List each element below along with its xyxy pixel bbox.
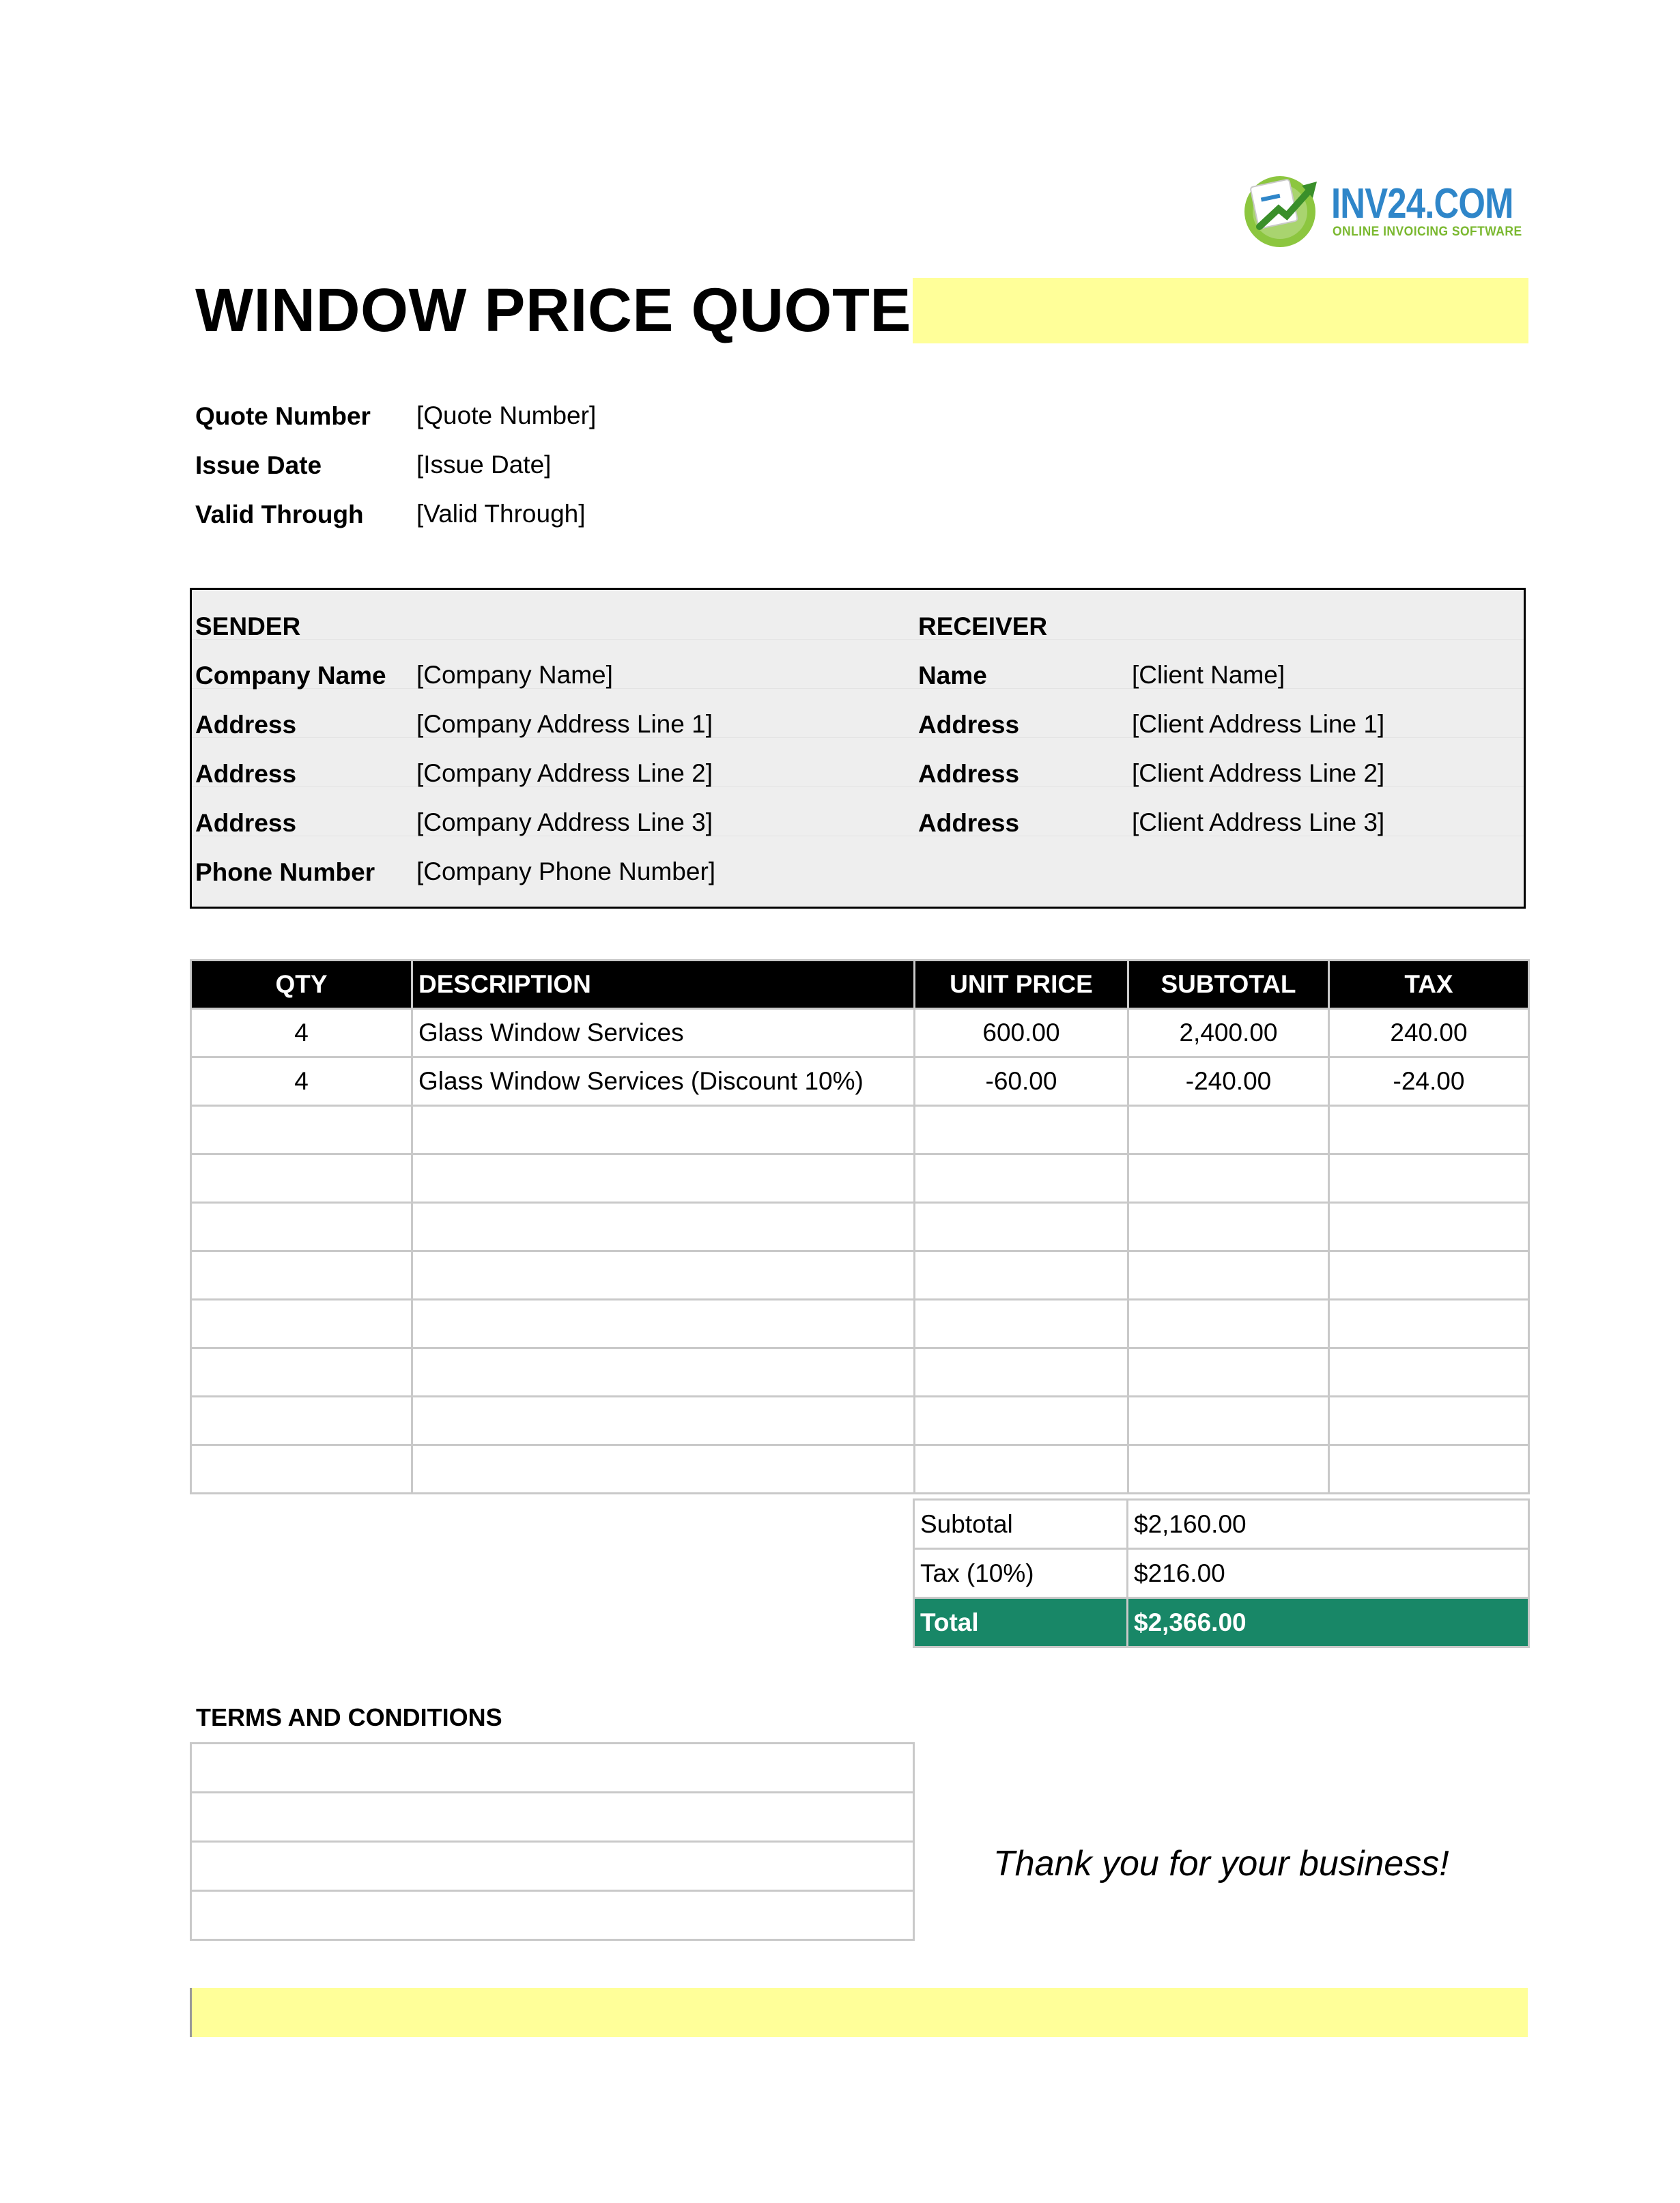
subtotal-cell (1128, 1106, 1329, 1154)
table-row (191, 1300, 1529, 1348)
qty-cell (191, 1445, 412, 1494)
description-cell (412, 1348, 915, 1397)
description-cell (412, 1397, 915, 1445)
terms-row (191, 1793, 914, 1842)
line-items-table (190, 959, 1530, 1494)
sender-value: [Company Address Line 1] (416, 710, 713, 738)
subtotal-header: SUBTOTAL (1128, 961, 1329, 1009)
table-row (191, 1348, 1529, 1397)
qty-cell (191, 1154, 412, 1203)
table-row (191, 1154, 1529, 1203)
tax-value: $216.00 (1128, 1549, 1529, 1598)
tax-row (914, 1549, 1529, 1598)
sender-value: [Company Address Line 2] (416, 759, 713, 787)
terms-cell (191, 1842, 914, 1891)
unit-price-cell (915, 1106, 1128, 1154)
subtotal-cell (1128, 1348, 1329, 1397)
description-cell: Glass Window Services (412, 1009, 915, 1057)
tax-label: Tax (10%) (914, 1549, 1128, 1598)
tax-cell (1329, 1445, 1529, 1494)
total-value: $2,366.00 (1128, 1598, 1529, 1647)
table-row (191, 1203, 1529, 1251)
qty-cell (191, 1300, 412, 1348)
terms-table (190, 1742, 915, 1941)
issue-date-value: [Issue Date] (416, 451, 552, 479)
sender-label: Address (195, 711, 297, 739)
valid-through-label: Valid Through (195, 500, 364, 528)
terms-cell (191, 1744, 914, 1793)
subtotal-cell (1128, 1251, 1329, 1300)
table-row (191, 1106, 1529, 1154)
sender-value: [Company Name] (416, 661, 613, 689)
receiver-heading: RECEIVER (918, 612, 1048, 640)
tax-cell (1329, 1154, 1529, 1203)
total-label: Total (914, 1598, 1128, 1647)
tax-cell: -24.00 (1329, 1057, 1529, 1106)
subtotal-label: Subtotal (914, 1500, 1128, 1549)
description-cell (412, 1106, 915, 1154)
terms-row (191, 1842, 914, 1891)
unit-price-cell: -60.00 (915, 1057, 1128, 1106)
unit-price-cell (915, 1300, 1128, 1348)
unit-price-cell (915, 1445, 1128, 1494)
quote-number-value: [Quote Number] (416, 401, 597, 429)
totals-table (913, 1498, 1530, 1648)
subtotal-cell (1128, 1300, 1329, 1348)
sender-label: Address (195, 809, 297, 837)
valid-through-value: [Valid Through] (416, 500, 586, 528)
qty-cell (191, 1106, 412, 1154)
page-title: WINDOW PRICE QUOTE (195, 276, 911, 345)
sender-label: Phone Number (195, 858, 375, 886)
quote-number-label: Quote Number (195, 402, 371, 430)
tax-cell (1329, 1300, 1529, 1348)
unit-price-header: UNIT PRICE (915, 961, 1128, 1009)
table-header-row (191, 961, 1529, 1009)
receiver-value: [Client Address Line 3] (1132, 808, 1385, 836)
subtotal-cell (1128, 1203, 1329, 1251)
logo-name: INV24.COM (1331, 180, 1513, 227)
unit-price-cell (915, 1348, 1128, 1397)
unit-price-cell (915, 1397, 1128, 1445)
qty-cell (191, 1251, 412, 1300)
unit-price-cell: 600.00 (915, 1009, 1128, 1057)
tax-header: TAX (1329, 961, 1529, 1009)
receiver-value: [Client Address Line 1] (1132, 710, 1385, 738)
description-cell (412, 1203, 915, 1251)
qty-header: QTY (191, 961, 412, 1009)
subtotal-cell (1128, 1154, 1329, 1203)
sender-heading: SENDER (195, 612, 301, 640)
total-row (914, 1598, 1529, 1647)
terms-cell (191, 1793, 914, 1842)
description-cell (412, 1154, 915, 1203)
receiver-label: Address (918, 760, 1020, 788)
issue-date-label: Issue Date (195, 451, 322, 479)
subtotal-row (914, 1500, 1529, 1549)
sender-label: Address (195, 760, 297, 788)
table-row (191, 1251, 1529, 1300)
description-header: DESCRIPTION (412, 961, 915, 1009)
unit-price-cell (915, 1154, 1128, 1203)
terms-row (191, 1744, 914, 1793)
logo-icon (1239, 169, 1328, 251)
unit-price-cell (915, 1251, 1128, 1300)
description-cell (412, 1300, 915, 1348)
description-cell: Glass Window Services (Discount 10%) (412, 1057, 915, 1106)
table-row (191, 1009, 1529, 1057)
qty-cell: 4 (191, 1009, 412, 1057)
receiver-label: Name (918, 662, 987, 690)
terms-cell (191, 1891, 914, 1940)
unit-price-cell (915, 1203, 1128, 1251)
qty-cell: 4 (191, 1057, 412, 1106)
subtotal-cell: -240.00 (1128, 1057, 1329, 1106)
receiver-value: [Client Name] (1132, 661, 1285, 689)
receiver-value: [Client Address Line 2] (1132, 759, 1385, 787)
tax-cell (1329, 1348, 1529, 1397)
footer-highlight-bar (190, 1988, 1528, 2037)
qty-cell (191, 1203, 412, 1251)
sender-value: [Company Phone Number] (416, 857, 716, 885)
tax-cell (1329, 1203, 1529, 1251)
receiver-label: Address (918, 809, 1020, 837)
tax-cell (1329, 1251, 1529, 1300)
subtotal-cell (1128, 1397, 1329, 1445)
qty-cell (191, 1348, 412, 1397)
logo-tagline: ONLINE INVOICING SOFTWARE (1333, 225, 1522, 239)
thank-you-message: Thank you for your business! (993, 1844, 1449, 1884)
terms-row (191, 1891, 914, 1940)
tax-cell (1329, 1106, 1529, 1154)
tax-cell: 240.00 (1329, 1009, 1529, 1057)
description-cell (412, 1445, 915, 1494)
table-row (191, 1445, 1529, 1494)
title-highlight-bar (913, 278, 1528, 343)
subtotal-cell: 2,400.00 (1128, 1009, 1329, 1057)
description-cell (412, 1251, 915, 1300)
receiver-label: Address (918, 711, 1020, 739)
qty-cell (191, 1397, 412, 1445)
parties-box (190, 588, 1526, 909)
terms-title: TERMS AND CONDITIONS (196, 1703, 502, 1731)
tax-cell (1329, 1397, 1529, 1445)
subtotal-cell (1128, 1445, 1329, 1494)
table-row (191, 1397, 1529, 1445)
sender-label: Company Name (195, 662, 386, 690)
sender-value: [Company Address Line 3] (416, 808, 713, 836)
table-row (191, 1057, 1529, 1106)
subtotal-value: $2,160.00 (1128, 1500, 1529, 1549)
logo (1239, 169, 1328, 251)
